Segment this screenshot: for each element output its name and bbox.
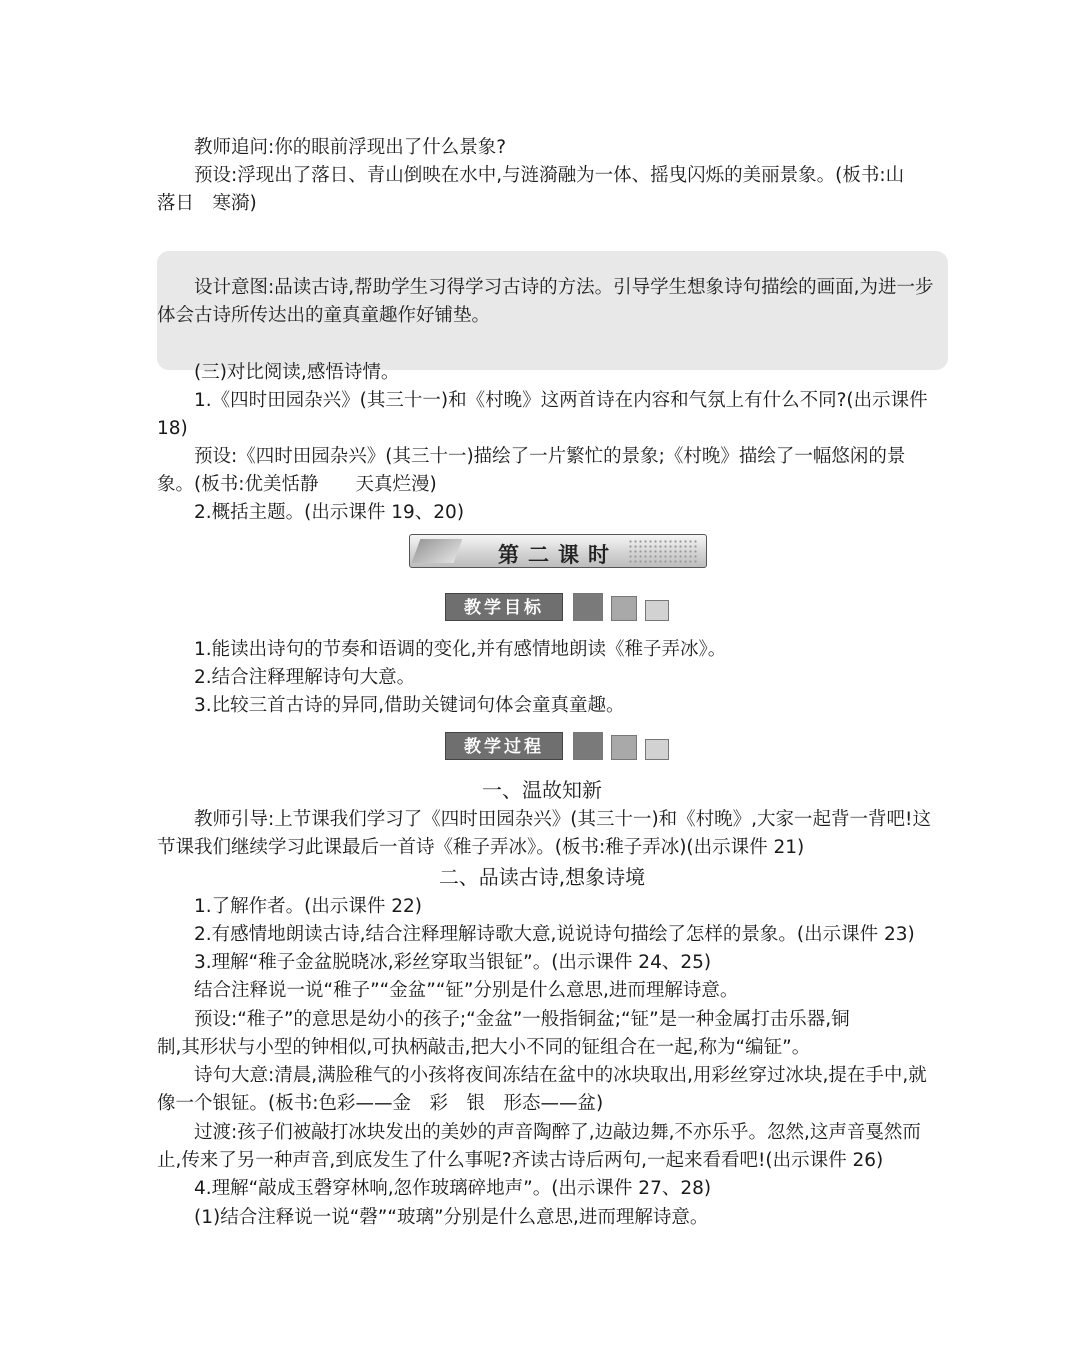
paragraph-line: 制,其形状与小型的钟相似,可执柄敲击,把大小不同的钲组合在一起,称为“编钲”。 — [157, 1037, 811, 1058]
heading-reading: 二、品读古诗,想象诗境 — [438, 865, 646, 889]
paragraph-line: 诗句大意:清晨,满脸稚气的小孩将夜间冻结在盆中的冰块取出,用彩丝穿过冰块,提在手中,就 — [194, 1065, 927, 1086]
decorative-square-icon — [573, 732, 603, 760]
paragraph-line: 落日 寒漪) — [157, 193, 257, 214]
paragraph-line: 止,传来了另一种声音,到底发生了什么事呢?齐读古诗后两句,一起来看看吧!(出示课件 26) — [157, 1150, 884, 1171]
tag-label: 教学过程 — [445, 732, 563, 760]
paragraph-line: 结合注释说一说“稚子”“金盆”“钲”分别是什么意思,进而理解诗意。 — [194, 980, 739, 1001]
paragraph-line: 2.有感情地朗读古诗,结合注释理解诗歌大意,说说诗句描绘了怎样的景象。(出示课件 23) — [194, 924, 915, 945]
lesson-banner — [409, 534, 707, 568]
paragraph-line: 3.理解“稚子金盆脱晓冰,彩丝穿取当银钲”。(出示课件 24、25) — [194, 952, 712, 973]
paragraph-line: 2.概括主题。(出示课件 19、20) — [194, 502, 465, 523]
paragraph-line: (1)结合注释说一说“磬”“玻璃”分别是什么意思,进而理解诗意。 — [194, 1207, 709, 1228]
tag-label: 教学目标 — [445, 593, 563, 621]
section-heading: (三)对比阅读,感悟诗情。 — [194, 362, 400, 383]
paragraph-line: 教师追问:你的眼前浮现出了什么景象? — [194, 137, 507, 158]
goal-item: 3.比较三首古诗的异同,借助关键词句体会童真童趣。 — [194, 695, 625, 716]
paragraph-line: 像一个银钲。(板书:色彩——金 彩 银 形态——盆) — [157, 1093, 604, 1114]
decorative-square-icon — [611, 596, 637, 621]
goal-item: 1.能读出诗句的节奏和语调的变化,并有感情地朗读《稚子弄冰》。 — [194, 639, 727, 660]
decorative-square-icon — [573, 593, 603, 621]
paragraph-line: 4.理解“敲成玉磬穿林响,忽作玻璃碎地声”。(出示课件 27、28) — [194, 1178, 712, 1199]
decorative-square-icon — [645, 600, 669, 621]
paragraph-line: 过渡:孩子们被敲打冰块发出的美妙的声音陶醉了,边敲边舞,不亦乐乎。忽然,这声音戛然而 — [194, 1122, 921, 1143]
paragraph-line: 1.了解作者。(出示课件 22) — [194, 896, 423, 917]
paragraph-line: 预设:“稚子”的意思是幼小的孩子;“金盆”一般指铜盆;“钲”是一种金属打击乐器,铜 — [194, 1009, 850, 1030]
paragraph-line: 1.《四时田园杂兴》(其三十一)和《村晚》这两首诗在内容和气氛上有什么不同?(出示课件 — [194, 390, 928, 411]
goal-item: 2.结合注释理解诗句大意。 — [194, 667, 416, 688]
design-intent-line: 体会古诗所传达出的童真童趣作好铺垫。 — [157, 305, 491, 326]
design-intent-line: 设计意图:品读古诗,帮助学生习得学习古诗的方法。引导学生想象诗句描绘的画面,为进一步 — [194, 277, 934, 298]
paragraph-line: 18) — [157, 418, 188, 439]
paragraph-line: 教师引导:上节课我们学习了《四时田园杂兴》(其三十一)和《村晚》,大家一起背一背吧!这 — [194, 809, 931, 830]
paragraph-line: 预设:浮现出了落日、青山倒映在水中,与涟漪融为一体、摇曳闪烁的美丽景象。(板书:山 — [194, 165, 905, 186]
banner-title: 第二课时 — [498, 543, 618, 567]
decorative-square-icon — [611, 735, 637, 760]
paragraph-line: 预设:《四时田园杂兴》(其三十一)描绘了一片繁忙的景象;《村晚》描绘了一幅悠闲的景 — [194, 446, 906, 467]
paragraph-line: 象。(板书:优美恬静 天真烂漫) — [157, 474, 437, 495]
heading-review: 一、温故知新 — [482, 778, 602, 802]
decorative-square-icon — [645, 739, 669, 760]
paragraph-line: 节课我们继续学习此课最后一首诗《稚子弄冰》。(板书:稚子弄冰)(出示课件 21) — [157, 837, 805, 858]
